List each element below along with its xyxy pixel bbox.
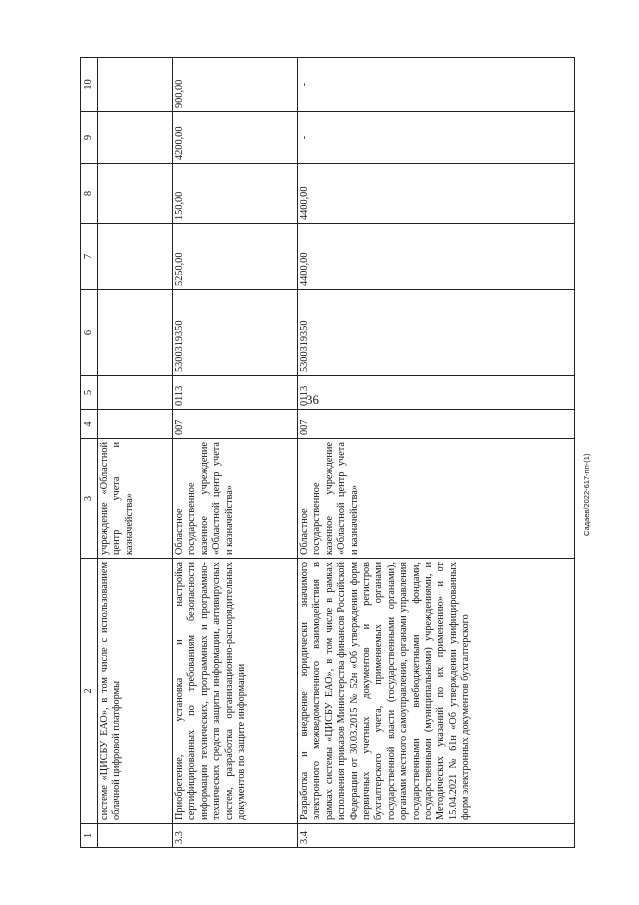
cell-col6 (98, 290, 173, 376)
cell-col10: - (298, 58, 575, 112)
row-number: 3.3 (173, 824, 298, 848)
cell-col6: 5300319350 (173, 290, 298, 376)
row-number (98, 824, 173, 848)
cell-col7: 5250,00 (173, 224, 298, 290)
cell-col8: 4400,00 (298, 164, 575, 224)
row-description: Приобретение, установка и настройка сертифицированных по требованиям безопасности информации технических, программных и программно-технических средств защиты информации, антивирусных систем, разработка организационно-распорядительных документов по защите информации (173, 559, 298, 824)
header-cell: 3 (81, 439, 98, 559)
header-cell: 5 (81, 376, 98, 410)
header-cell: 8 (81, 164, 98, 224)
row-executor: учреждение «Областной центр учета и казначейства» (98, 439, 173, 559)
cell-col9: 4200,00 (173, 112, 298, 164)
page-number: 36 (306, 392, 319, 407)
cell-col6: 5300319350 (298, 290, 575, 376)
rotated-table-container (80, 58, 610, 848)
header-cell: 9 (81, 112, 98, 164)
budget-table (80, 57, 575, 848)
cell-col5: 0113 (173, 376, 298, 410)
cell-col4: 007 (173, 410, 298, 439)
table-row (173, 58, 298, 848)
table-row (98, 58, 173, 848)
cell-col9: - (298, 112, 575, 164)
header-cell: 6 (81, 290, 98, 376)
header-row (81, 58, 98, 848)
row-executor: Областное государственное казенное учреждение «Областной центр учета и казначейства» (173, 439, 298, 559)
cell-col5 (98, 376, 173, 410)
header-cell: 10 (81, 58, 98, 112)
cell-col7: 4400,00 (298, 224, 575, 290)
row-description: Разработка и внедрение юридически значимого электронного межведомственного взаимодействия в рамках системы «ЦИСБУ ЕАО», в том числе в рамках исполнения приказов Министерства финансов Российской Федерации от 30.03.2015 № 52н «Об утверждении форм первичных учетных документов и регистров бухгалтерского учета, применяемых органами государственной власти (государственными органами), органами местного самоуправления, органами управления государственными внебюджетными фондами, государственными (муниципальными) учреждениями, и Методических указаний по их применению» и от 15.04.2021 № 61н «Об утверждении унифицированных форм электронных документов бухгалтерского (298, 559, 575, 824)
cell-col5: 0113 (298, 376, 575, 410)
cell-col8 (98, 164, 173, 224)
cell-col10: 900,00 (173, 58, 298, 112)
header-cell: 1 (81, 824, 98, 848)
header-cell: 7 (81, 224, 98, 290)
header-cell: 4 (81, 410, 98, 439)
document-code: Садаев/2022-617-пп-(1) (582, 453, 591, 536)
header-cell: 2 (81, 559, 98, 824)
cell-col4 (98, 410, 173, 439)
row-description: системе «ЦИСБУ ЕАО», в том числе с использованием облачной цифровой платформы (98, 559, 173, 824)
table-row (298, 58, 575, 848)
cell-col10 (98, 58, 173, 112)
cell-col8: 150,00 (173, 164, 298, 224)
cell-col9 (98, 112, 173, 164)
cell-col4: 007 (298, 410, 575, 439)
row-number: 3.4 (298, 824, 575, 848)
cell-col7 (98, 224, 173, 290)
row-executor: Областное государственное казенное учреждение «Областной центр учета и казначейства» (298, 439, 575, 559)
